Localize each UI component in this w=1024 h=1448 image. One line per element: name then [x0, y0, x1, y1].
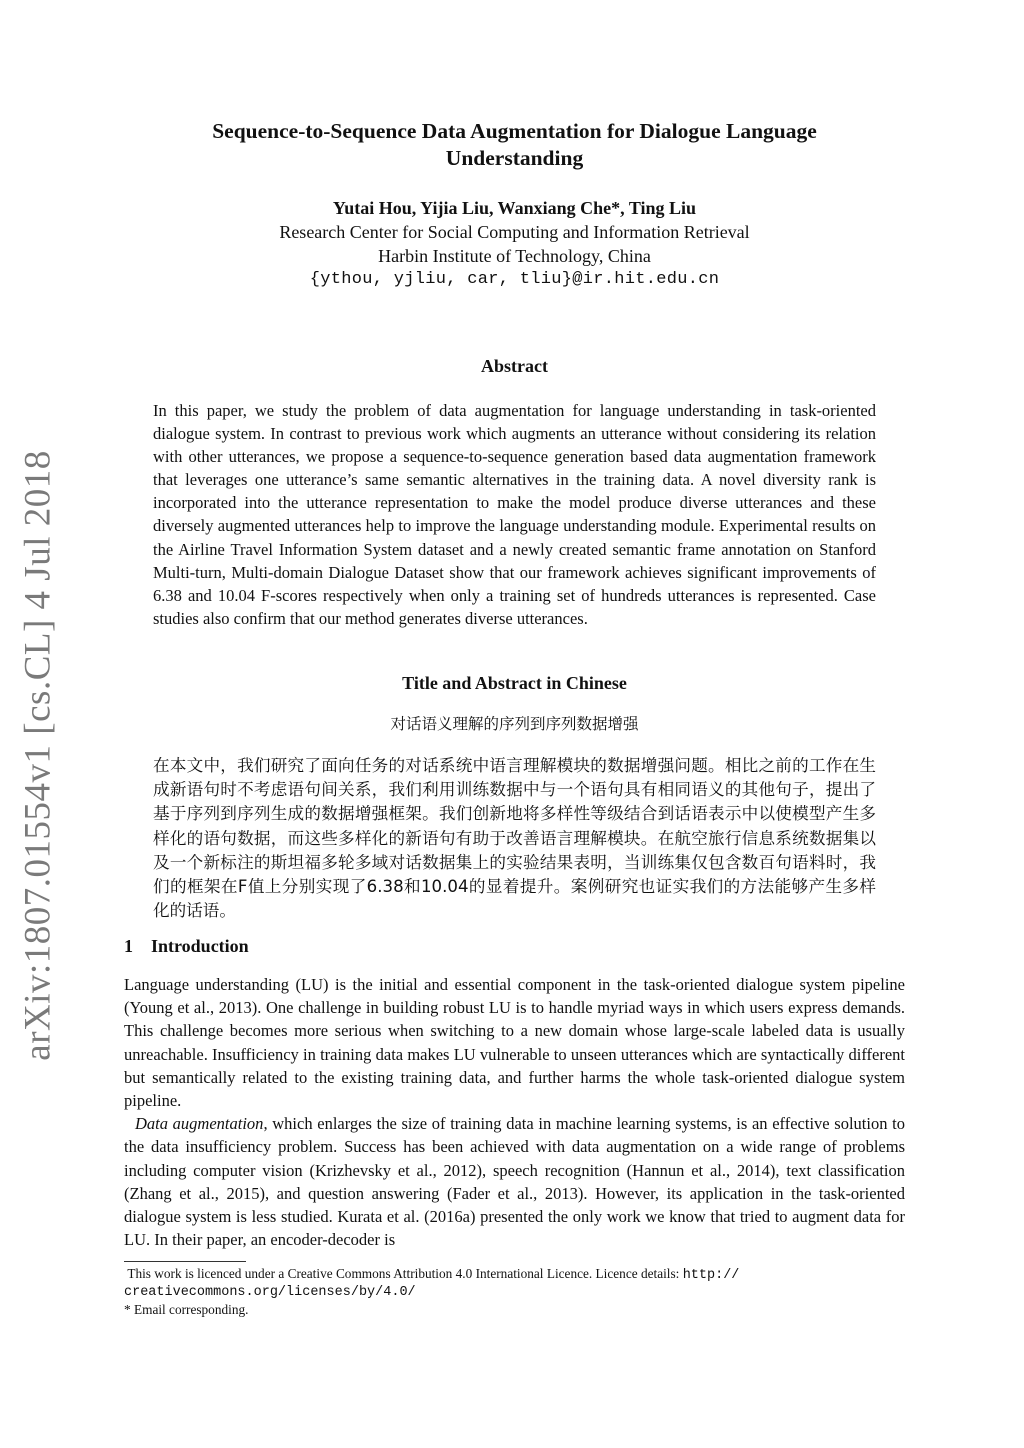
- chinese-title: 对话语义理解的序列到序列数据增强: [390, 715, 639, 733]
- licence-url-part-2[interactable]: creativecommons.org/licenses/by/4.0/: [124, 1285, 416, 1300]
- intro-paragraph-2-text: , which enlarges the size of training data in machine learning systems, is an effective solution to the data insufficiency problem. Success has been achieved with data augmentation on a wide range of problems including computer vision (Krizhevsky et al., 2012), speech recognition (Hannun et al., 2014), text classification (Zhang et al., 2015), and question answering (Fader et al., 2013). However, its application in the task-oriented dialogue system is less studied. Kurata et al. (2016a) presented the only work we know that tried to augment data for LU. In their paper, an encoder-decoder is: [124, 1114, 905, 1250]
- licence-text: This work is licenced under a Creative Commons Attribution 4.0 International Licence. Licence details:: [127, 1266, 683, 1281]
- abstract-heading: Abstract: [481, 356, 548, 376]
- footnote-divider: [124, 1261, 246, 1262]
- arxiv-stamp-text: arXiv:1807.01554v1 [cs.CL] 4 Jul 2018: [17, 449, 59, 1061]
- footnotes: [124, 1265, 905, 1318]
- intro-paragraph-1: Language understanding (LU) is the initial and essential component in the task-oriented dialogue system pipeline (Young et al., 2013). One challenge in building robust LU is to handle myriad ways in which users express demands. This challenge becomes more serious when switching to a new domain whose large-scale labeled data is usually unreachable. Insufficiency in training data makes LU vulnerable to unseen utterances which are syntactically different but semantically related to the existing training data, and further harms the whole task-oriented dialogue system pipeline.: [124, 975, 905, 1111]
- section-number: 1: [124, 936, 133, 956]
- licence-footnote: [124, 1265, 905, 1284]
- affiliation-line-1: Research Center for Social Computing and Information Retrieval: [279, 222, 750, 242]
- arxiv-stamp: [10, 449, 66, 1061]
- abstract-text: In this paper, we study the problem of data augmentation for language understanding in task-oriented dialogue system. In contrast to previous work which augments an utterance without considering its relation with other utterances, we propose a sequence-to-sequence generation based data augmentation framework that leverages one utterance’s same semantic alternatives in the training data. A novel diversity rank is incorporated into the utterance representation to make the model produce diverse utterances and these diversely augmented utterances help to improve the language understanding module. Experimental results on the Airline Travel Information System dataset and a newly created semantic frame annotation on Stanford Multi-turn, Multi-domain Dialogue Dataset show that our framework achieves significant improvements of 6.38 and 10.04 F-scores respectively when only a training set of hundreds utterances is represented. Case studies also confirm that our method generates diverse utterances.: [153, 401, 876, 628]
- affiliation-line-2: Harbin Institute of Technology, China: [378, 246, 651, 266]
- licence-url-part-1[interactable]: http://: [682, 1268, 740, 1283]
- introduction-body: [124, 973, 905, 1251]
- email-footnote: * Email corresponding.: [124, 1302, 249, 1317]
- intro-emphasis: Data augmentation: [135, 1114, 264, 1134]
- introduction-heading: [124, 936, 249, 957]
- title-line-1: Sequence-to-Sequence Data Augmentation for Dialogue Language: [212, 119, 817, 143]
- author-block: [124, 196, 905, 292]
- chinese-abstract: 在本文中，我们研究了面向任务的对话系统中语言理解模块的数据增强问题。相比之前的工作在生成新语句时不考虑语句间关系，我们利用训练数据中与一个语句具有相同语义的其他句子，提出了基于序列到序列生成的数据增强框架。我们创新地将多样性等级结合到话语表示中以使模型产生多样化的语句数据，而这些多样化的新语句有助于改善语言理解模块。在航空旅行信息系统数据集以及一个新标注的斯坦福多轮多域对话数据集上的实验结果表明，当训练集仅包含数百句语料时，我们的框架在F值上分别实现了6.38和10.04的显着提升。案例研究也证实我们的方法能够产生多样化的话语。: [153, 756, 876, 921]
- author-emails: {ythou, yjliu, car, tliu}@ir.hit.edu.cn: [309, 270, 720, 289]
- section-title: Introduction: [151, 936, 249, 956]
- author-names: Yutai Hou, Yijia Liu, Wanxiang Che*, Ting Liu: [332, 198, 697, 218]
- paper-title: [124, 118, 905, 172]
- title-line-2: Understanding: [445, 146, 584, 170]
- chinese-section-heading: Title and Abstract in Chinese: [402, 673, 627, 693]
- intro-paragraph-2: [124, 1112, 905, 1251]
